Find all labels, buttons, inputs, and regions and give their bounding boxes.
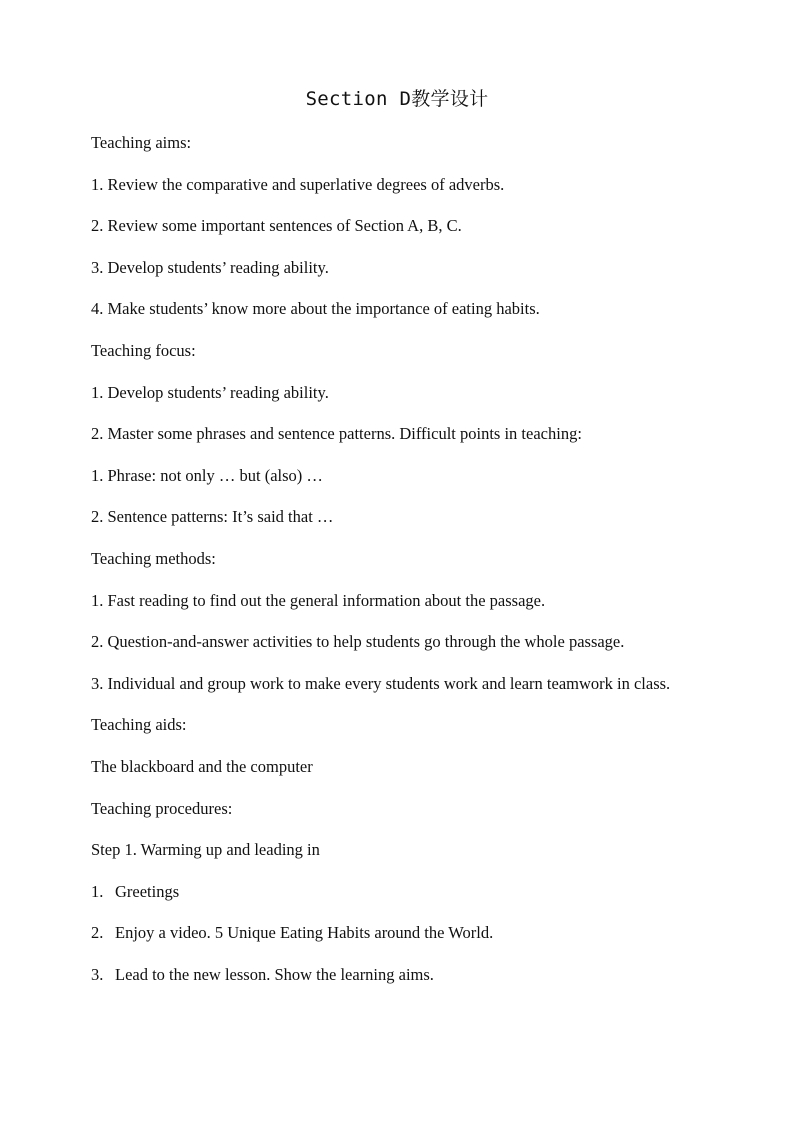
step-item-text: Enjoy a video. 5 Unique Eating Habits around the World. — [115, 923, 494, 943]
difficult-point-item: 2. Sentence patterns: It’s said that … — [91, 507, 334, 527]
aids-text: The blackboard and the computer — [91, 756, 313, 776]
step-item-number: 3. — [91, 964, 104, 984]
methods-heading: Teaching methods: — [91, 548, 216, 568]
method-item: 2. Question-and-answer activities to help students go through the whole passage. — [91, 632, 625, 652]
focus-heading: Teaching focus: — [91, 340, 196, 360]
procedures-heading: Teaching procedures: — [91, 798, 233, 818]
page-title: Section D教学设计 — [305, 88, 489, 110]
difficult-point-item: 1. Phrase: not only … but (also) … — [91, 465, 323, 485]
aim-item: 3. Develop students’ reading ability. — [91, 257, 329, 277]
aids-heading: Teaching aids: — [91, 715, 187, 735]
step-item — [91, 954, 703, 996]
aim-item: 1. Review the comparative and superlative degrees of adverbs. — [91, 174, 505, 194]
aims-heading: Teaching aims: — [91, 133, 192, 152]
step-item-number: 2. — [91, 923, 104, 943]
step-heading: Step 1. Warming up and leading in — [91, 840, 320, 860]
step-item — [91, 912, 703, 954]
document-body — [91, 122, 703, 995]
method-item: 1. Fast reading to find out the general information about the passage. — [91, 590, 546, 610]
aim-item: 4. Make students’ know more about the importance of eating habits. — [91, 299, 540, 319]
step-item-text: Lead to the new lesson. Show the learning aims. — [115, 964, 434, 984]
step-item-number: 1. — [91, 881, 104, 901]
method-item: 3. Individual and group work to make every students work and learn teamwork in class. — [91, 673, 671, 693]
step-item — [91, 871, 703, 913]
focus-item: 1. Develop students’ reading ability. — [91, 382, 329, 402]
step-item-text: Greetings — [115, 881, 180, 901]
aim-item: 2. Review some important sentences of Section A, B, C. — [91, 216, 462, 236]
focus-item: 2. Master some phrases and sentence patterns. Difficult points in teaching: — [91, 424, 582, 444]
